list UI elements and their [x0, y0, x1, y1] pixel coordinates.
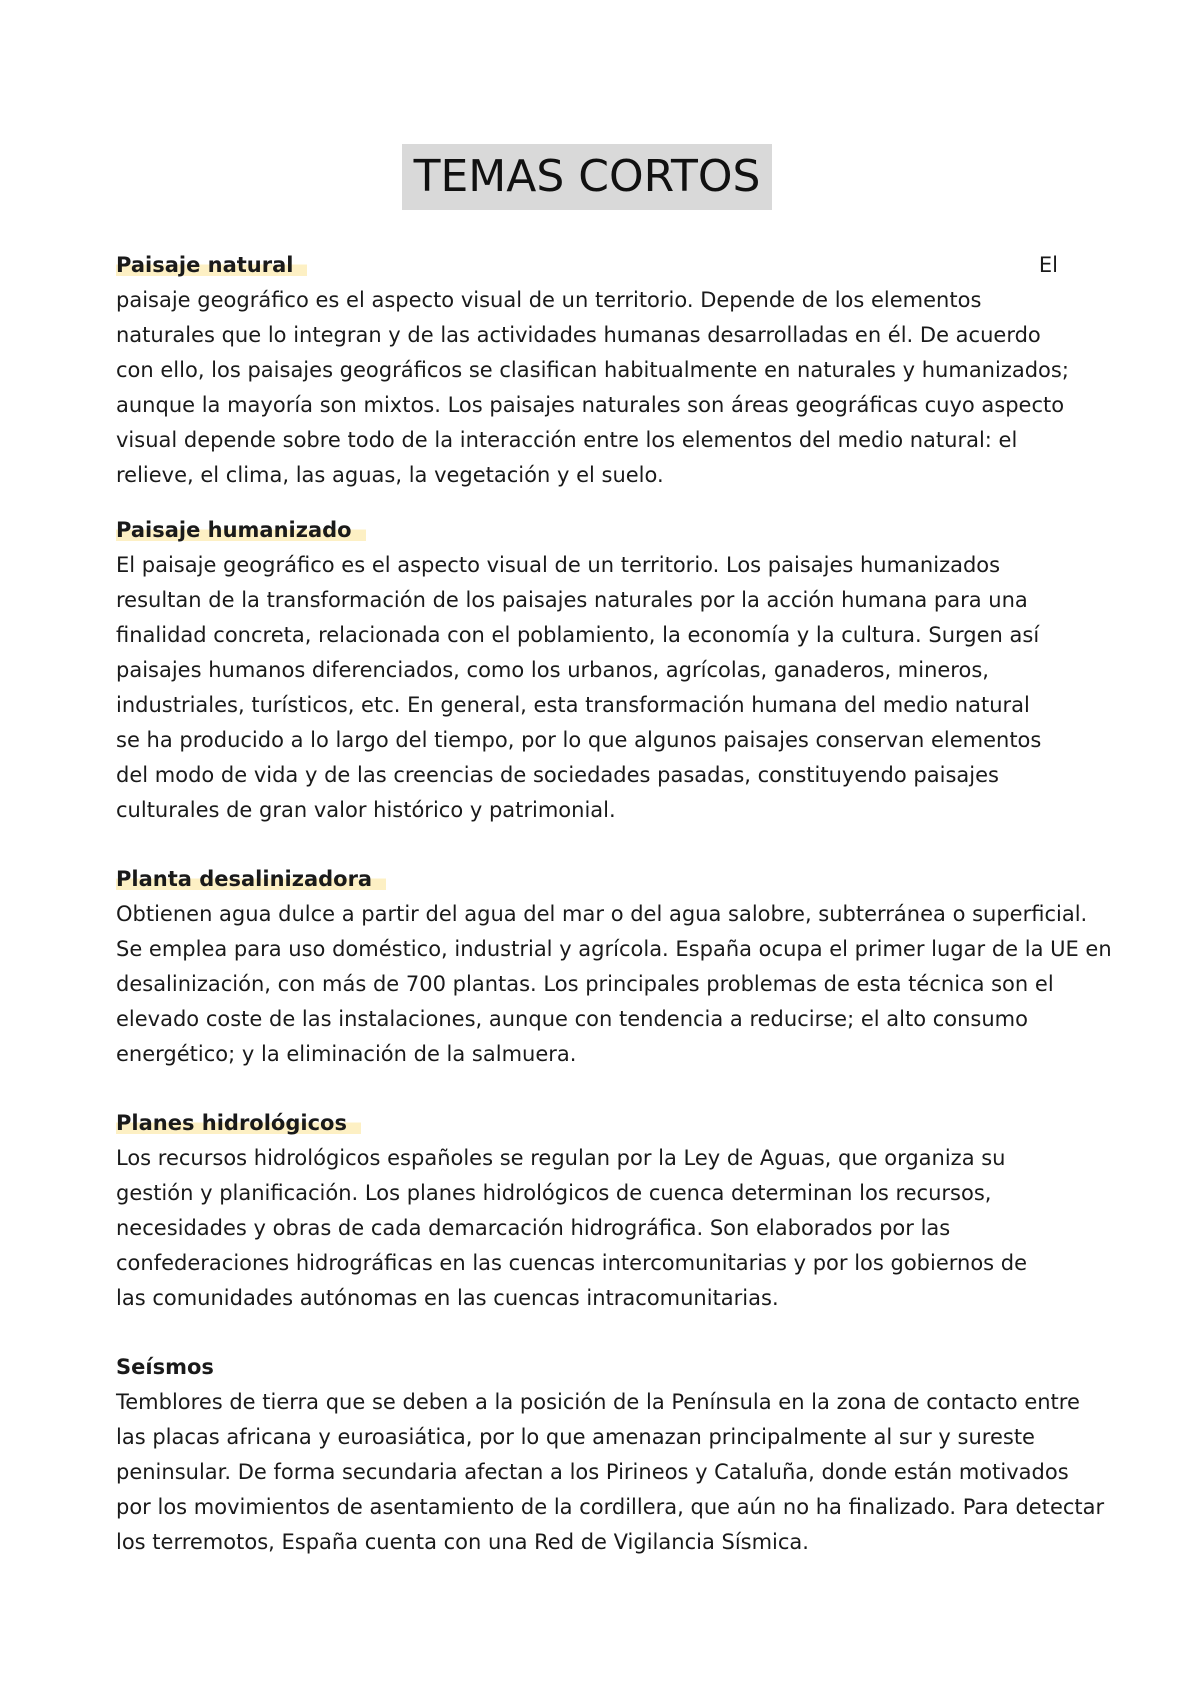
- title-container: [0, 144, 1200, 210]
- text-line: industriales, turísticos, etc. En general, esta transformación humana del medio natural: [116, 693, 1030, 717]
- text-line: por los movimientos de asentamiento de la cordillera, que aún no ha finalizado. Para detectar: [116, 1495, 1105, 1519]
- section-body: [116, 1385, 1126, 1560]
- section-body: [116, 283, 1126, 493]
- text-line: El paisaje geográfico es el aspecto visual de un territorio. Los paisajes humanizados: [116, 553, 1001, 577]
- section-body: [116, 1141, 1126, 1316]
- text-line: Obtienen agua dulce a partir del agua del mar o del agua salobre, subterránea o superficial.: [116, 902, 1088, 926]
- section-heading-row: [116, 248, 1126, 283]
- section-body: [116, 548, 1126, 828]
- text-line: del modo de vida y de las creencias de sociedades pasadas, constituyendo paisajes: [116, 763, 999, 787]
- text-line: gestión y planificación. Los planes hidrológicos de cuenca determinan los recursos,: [116, 1181, 992, 1205]
- section-planes-hidrologicos: [116, 1106, 1126, 1316]
- text-line: Los recursos hidrológicos españoles se regulan por la Ley de Aguas, que organiza su: [116, 1146, 1006, 1170]
- section-heading: Planta desalinizadora: [116, 867, 386, 891]
- text-line: relieve, el clima, las aguas, la vegetación y el suelo.: [116, 463, 664, 487]
- section-seismos: [116, 1350, 1126, 1560]
- text-line: aunque la mayoría son mixtos. Los paisajes naturales son áreas geográficas cuyo aspecto: [116, 393, 1065, 417]
- text-line: desalinización, con más de 700 plantas. Los principales problemas de esta técnica son el: [116, 972, 1054, 996]
- section-heading-row: [116, 862, 1126, 897]
- text-line: necesidades y obras de cada demarcación hidrográfica. Son elaborados por las: [116, 1216, 951, 1240]
- text-line: paisajes humanos diferenciados, como los urbanos, agrícolas, ganaderos, mineros,: [116, 658, 989, 682]
- section-heading: Paisaje natural: [116, 253, 307, 277]
- text-line: peninsular. De forma secundaria afectan a los Pirineos y Cataluña, donde están motivados: [116, 1460, 1069, 1484]
- text-line: con ello, los paisajes geográficos se clasifican habitualmente en naturales y humanizados;: [116, 358, 1069, 382]
- text-line: naturales que lo integran y de las actividades humanas desarrolladas en él. De acuerdo: [116, 323, 1041, 347]
- text-line: se ha producido a lo largo del tiempo, por lo que algunos paisajes conservan elementos: [116, 728, 1042, 752]
- section-planta-desalinizadora: [116, 862, 1126, 1072]
- section-body: [116, 897, 1126, 1072]
- section-heading-row: [116, 1106, 1126, 1141]
- text-line: culturales de gran valor histórico y patrimonial.: [116, 798, 616, 822]
- section-heading: Seísmos: [116, 1355, 214, 1379]
- text-line: confederaciones hidrográficas en las cuencas intercomunitarias y por los gobiernos de: [116, 1251, 1028, 1275]
- heading-trailing-text: El: [1038, 253, 1058, 277]
- section-paisaje-humanizado: [116, 513, 1126, 828]
- text-line: elevado coste de las instalaciones, aunque con tendencia a reducirse; el alto consumo: [116, 1007, 1028, 1031]
- text-line: visual depende sobre todo de la interacción entre los elementos del medio natural: el: [116, 428, 1018, 452]
- section-heading: Planes hidrológicos: [116, 1111, 361, 1135]
- section-heading-row: [116, 1350, 1126, 1385]
- section-heading: Paisaje humanizado: [116, 518, 366, 542]
- text-line: las placas africana y euroasiática, por lo que amenazan principalmente al sur y sureste: [116, 1425, 1035, 1449]
- text-line: las comunidades autónomas en las cuencas intracomunitarias.: [116, 1286, 779, 1310]
- text-line: energético; y la eliminación de la salmuera.: [116, 1042, 577, 1066]
- text-line: finalidad concreta, relacionada con el poblamiento, la economía y la cultura. Surgen así: [116, 623, 1040, 647]
- text-line: los terremotos, España cuenta con una Red de Vigilancia Sísmica.: [116, 1530, 809, 1554]
- text-line: Temblores de tierra que se deben a la posición de la Península en la zona de contacto entre: [116, 1390, 1080, 1414]
- section-paisaje-natural: [116, 248, 1126, 493]
- page-title: TEMAS CORTOS: [402, 144, 773, 210]
- document-body: [116, 248, 1126, 1560]
- text-line: paisaje geográfico es el aspecto visual de un territorio. Depende de los elementos: [116, 288, 982, 312]
- section-heading-row: [116, 513, 1126, 548]
- text-line: Se emplea para uso doméstico, industrial y agrícola. España ocupa el primer lugar de la UE en: [116, 937, 1112, 961]
- text-line: resultan de la transformación de los paisajes naturales por la acción humana para una: [116, 588, 1028, 612]
